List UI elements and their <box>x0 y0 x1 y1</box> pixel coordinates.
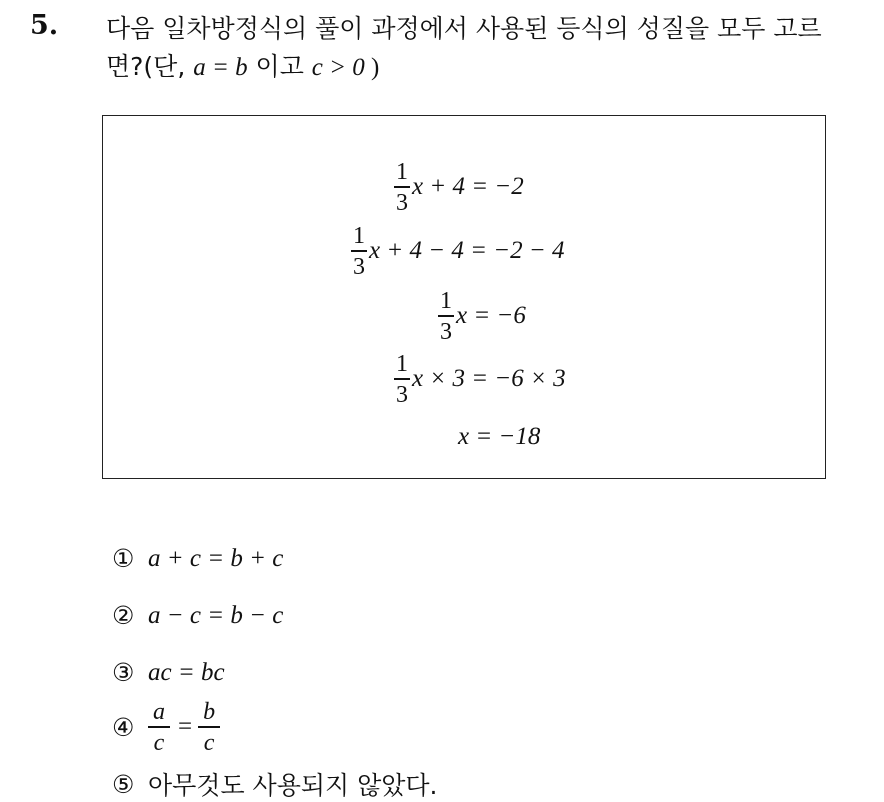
choice-4[interactable] <box>112 700 222 755</box>
step-4-fraction <box>394 352 410 407</box>
step-3-expression: x = −6 <box>456 302 526 330</box>
choice-1-marker: ① <box>112 544 135 573</box>
fraction-numerator: 1 <box>353 223 365 249</box>
choice-3-expression: ac = bc <box>148 658 225 686</box>
step-1-fraction <box>394 160 410 215</box>
solution-step-2 <box>351 224 564 279</box>
fraction-denominator: c <box>203 729 215 756</box>
solution-step-5 <box>458 423 540 451</box>
choice-3-marker: ③ <box>112 658 135 687</box>
fraction-denominator: 3 <box>396 189 408 216</box>
choice-4-equals: = <box>178 713 193 741</box>
choice-2-expression: a − c = b − c <box>148 601 284 629</box>
choice-5-text: 아무것도 사용되지 않았다. <box>148 771 438 800</box>
question-line-2-prefix: 면?(단, <box>106 52 194 81</box>
fraction-numerator: b <box>203 699 216 725</box>
condition-ab: a = b <box>193 54 248 81</box>
solution-step-4 <box>394 352 566 407</box>
condition-c: c > 0 <box>311 54 365 81</box>
fraction-denominator: 3 <box>440 318 452 345</box>
choice-4-right-fraction <box>198 700 220 755</box>
choice-3[interactable] <box>112 658 225 687</box>
choice-2-marker: ② <box>112 601 135 630</box>
step-3-fraction <box>438 289 454 344</box>
fraction-denominator: 3 <box>353 253 365 280</box>
question-line-2-suffix: ) <box>364 54 380 81</box>
fraction-numerator: 1 <box>396 351 408 377</box>
step-4-expression: x × 3 = −6 × 3 <box>412 365 566 393</box>
choice-4-left-fraction <box>148 700 170 755</box>
choice-5-marker: ⑤ <box>112 769 135 799</box>
fraction-numerator: a <box>153 699 165 725</box>
question-line-1: 다음 일차방정식의 풀이 과정에서 사용된 등식의 성질을 모두 고르 <box>106 14 822 43</box>
fraction-numerator: 1 <box>440 288 452 314</box>
choice-1-expression: a + c = b + c <box>148 544 284 572</box>
fraction-denominator: 3 <box>396 381 408 408</box>
step-2-fraction <box>351 224 367 279</box>
fraction-denominator: c <box>153 729 165 756</box>
question-line-2-mid: 이고 <box>247 52 312 81</box>
step-2-expression: x + 4 − 4 = −2 − 4 <box>369 237 565 265</box>
question-text <box>106 10 866 87</box>
choice-1[interactable] <box>112 544 283 573</box>
choice-4-marker: ④ <box>112 712 135 742</box>
fraction-numerator: 1 <box>396 159 408 185</box>
choice-4-expression <box>148 700 222 755</box>
choice-2[interactable] <box>112 601 283 630</box>
solution-step-3 <box>438 289 526 344</box>
choice-5[interactable] <box>112 766 438 802</box>
solution-step-1 <box>394 160 524 215</box>
question-number: 5. <box>30 10 59 41</box>
step-1-expression: x + 4 = −2 <box>412 173 524 201</box>
step-5-expression: x = −18 <box>458 423 541 450</box>
